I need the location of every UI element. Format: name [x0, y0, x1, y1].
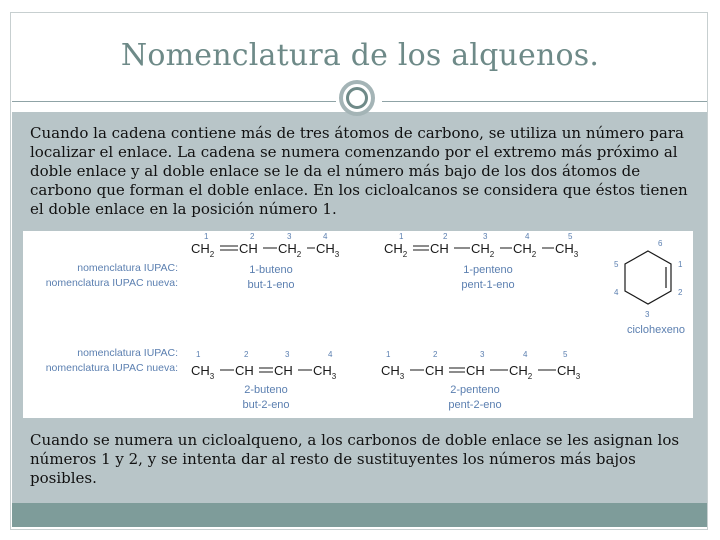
title-rule-right [382, 101, 707, 102]
svg-text:2-buteno: 2-buteno [244, 384, 288, 396]
svg-text:CH3: $CH_3$ [316, 241, 340, 259]
svg-text:ciclohexeno: ciclohexeno [626, 324, 686, 336]
decorative-ring-icon [339, 80, 375, 116]
svg-text:1-penteno: 1-penteno [463, 264, 513, 276]
svg-text:3: 3 [483, 232, 488, 241]
svg-text:3: 3 [480, 350, 485, 359]
svg-text:4: 4 [523, 350, 528, 359]
svg-text:1: 1 [204, 232, 209, 241]
paragraph-cycloalkene-rule: Cuando se numera un cicloalqueno, a los carbonos de doble enlace se les asignan los números 1 y 2, y se intenta dar al resto de sustituyentes los números más bajos posibles. [30, 431, 680, 487]
svg-text:CH2: $CH_2$ [278, 241, 302, 259]
svg-text:2: 2 [678, 288, 683, 297]
svg-text:5: 5 [563, 350, 568, 359]
label-iupac-new-row2: nomenclatura IUPAC nueva: [45, 362, 178, 374]
svg-text:CH3: $CH_3$ [557, 363, 581, 381]
svg-text:CH: CH [425, 363, 444, 378]
svg-text:CH: CH [274, 363, 293, 378]
svg-text:5: 5 [614, 260, 619, 269]
svg-text:CH2: $CH_2$ [384, 241, 408, 259]
svg-text:CH3: $CH_3$ [191, 363, 215, 381]
svg-text:2: 2 [244, 350, 249, 359]
paragraph-numbering-rules: Cuando la cadena contiene más de tres átomos de carbono, se utiliza un número para localizar el enlace. La cadena se numera comenzando por el extremo más próximo al doble enlace y al doble enlace se le da el número más bajo de los dos átomos de carbono que forman el doble enlace. En los cicloalcanos se considera que éstos tienen el doble enlace en la posición número 1. [30, 124, 688, 218]
label-iupac-new-row1: nomenclatura IUPAC nueva: [45, 277, 178, 289]
label-iupac-row1: nomenclatura IUPAC: [77, 262, 178, 274]
svg-text:pent-1-eno: pent-1-eno [461, 279, 515, 291]
svg-text:pent-2-eno: pent-2-eno [448, 399, 502, 411]
title-rule-left [12, 101, 336, 102]
svg-text:CH2: $CH_2$ [191, 241, 215, 259]
svg-text:CH2: $CH_2$ [509, 363, 533, 381]
svg-text:3: 3 [285, 350, 290, 359]
slide-title: Nomenclatura de los alquenos. [120, 38, 600, 73]
alkene-nomenclature-figure [23, 231, 693, 418]
svg-text:1: 1 [678, 260, 683, 269]
molecule-2-butene [191, 350, 337, 411]
molecule-cyclohexene [614, 239, 685, 336]
molecule-1-butene [191, 232, 340, 291]
svg-text:CH: CH [466, 363, 485, 378]
svg-text:CH3: $CH_3$ [555, 241, 579, 259]
svg-text:but-1-eno: but-1-eno [247, 279, 295, 291]
svg-text:4: 4 [323, 232, 328, 241]
svg-text:CH2: $CH_2$ [513, 241, 537, 259]
svg-text:CH2: $CH_2$ [471, 241, 495, 259]
svg-text:2: 2 [443, 232, 448, 241]
svg-text:4: 4 [614, 288, 619, 297]
svg-text:1: 1 [399, 232, 404, 241]
svg-text:1: 1 [196, 350, 201, 359]
molecule-2-pentene [381, 350, 581, 411]
svg-text:4: 4 [525, 232, 530, 241]
svg-text:CH: CH [430, 241, 449, 256]
svg-text:CH: CH [235, 363, 254, 378]
svg-text:6: 6 [658, 239, 663, 248]
footer-bar [12, 503, 707, 527]
svg-text:4: 4 [328, 350, 333, 359]
svg-text:5: 5 [568, 232, 573, 241]
svg-text:3: 3 [645, 310, 650, 319]
svg-text:CH: CH [239, 241, 258, 256]
svg-text:CH3: $CH_3$ [381, 363, 405, 381]
svg-text:2: 2 [433, 350, 438, 359]
svg-text:1: 1 [386, 350, 391, 359]
label-iupac-row2: nomenclatura IUPAC: [77, 347, 178, 359]
svg-text:1-buteno: 1-buteno [249, 264, 293, 276]
svg-text:CH3: $CH_3$ [313, 363, 337, 381]
svg-text:2: 2 [250, 232, 255, 241]
svg-text:but-2-eno: but-2-eno [242, 399, 290, 411]
svg-text:3: 3 [287, 232, 292, 241]
molecule-1-pentene [384, 232, 579, 291]
svg-text:2-penteno: 2-penteno [450, 384, 500, 396]
